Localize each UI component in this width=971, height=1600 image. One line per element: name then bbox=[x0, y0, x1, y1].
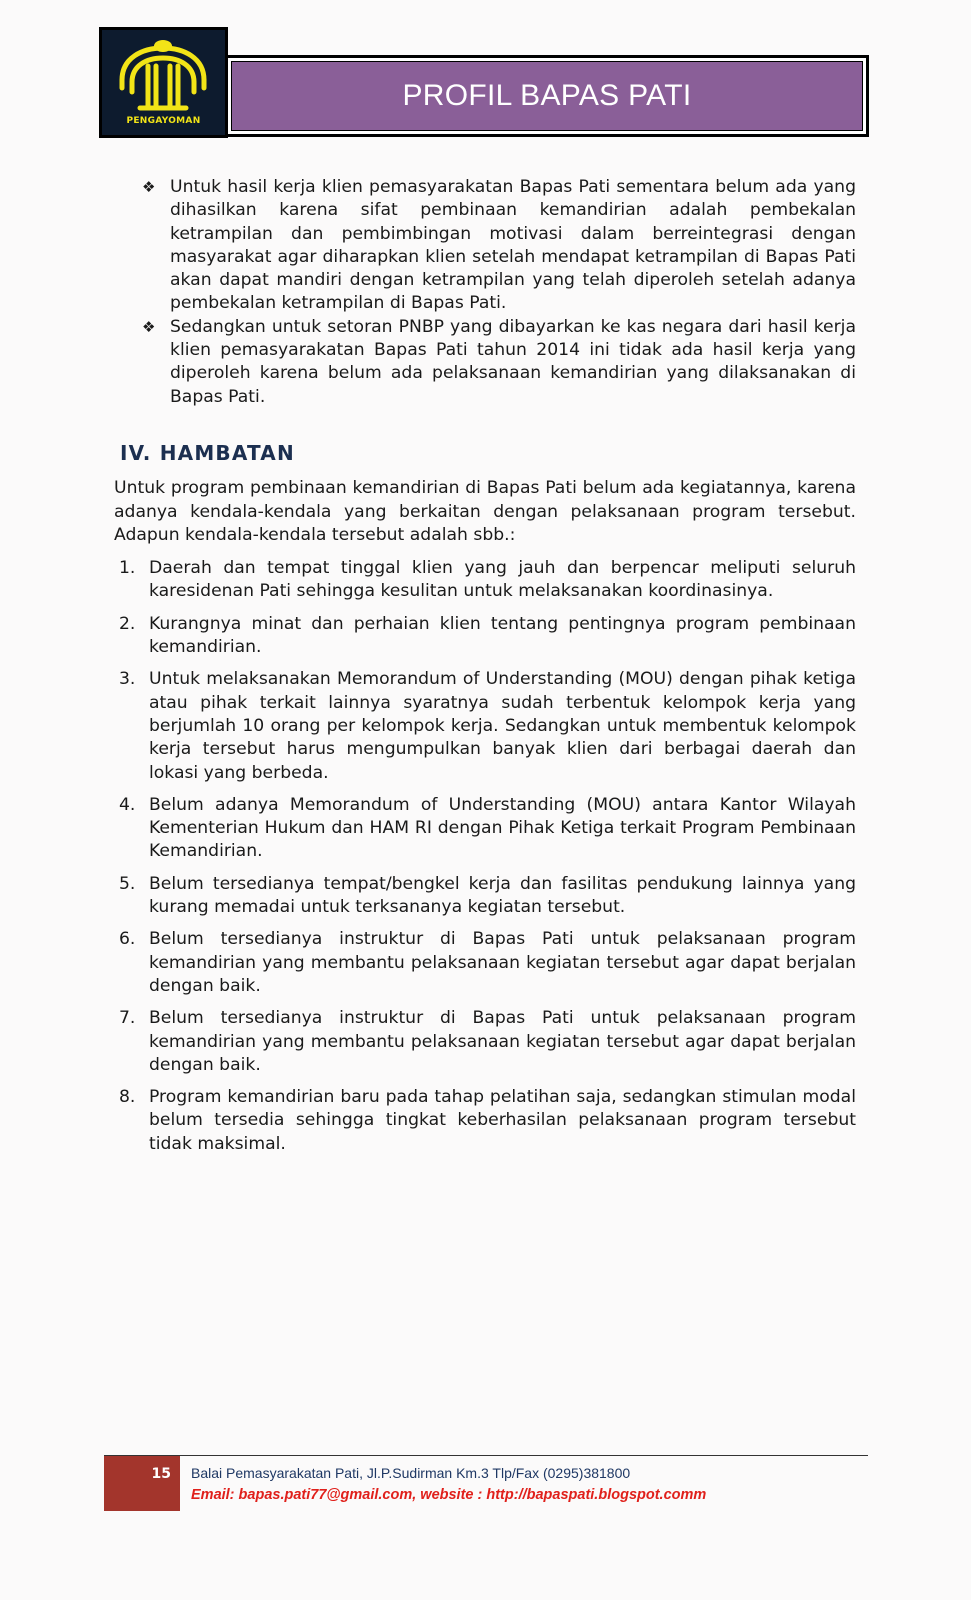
item-number: 6. bbox=[119, 929, 136, 950]
page-title: PROFIL BAPAS PATI bbox=[402, 79, 692, 112]
list-item bbox=[114, 668, 856, 784]
item-number: 2. bbox=[119, 613, 136, 634]
item-number: 1. bbox=[119, 558, 136, 579]
item-text: Daerah dan tempat tinggal klien yang jauh dan berpencar meliputi seluruh karesidenan Pati sehingga kesulitan untuk melaksanakan koordinasinya. bbox=[149, 558, 856, 602]
banyan-tree-emblem-icon bbox=[110, 36, 217, 116]
item-text: Kurangnya minat dan perhaian klien tentang pentingnya program pembinaan kemandirian. bbox=[149, 613, 856, 658]
list-item bbox=[114, 873, 856, 920]
list-item bbox=[114, 1007, 856, 1077]
item-text: Belum tersedianya tempat/bengkel kerja dan fasilitas pendukung lainnya yang kurang memadai untuk terksananya kegiatan tersebut. bbox=[149, 873, 856, 918]
bullet-item bbox=[114, 316, 856, 409]
list-item bbox=[114, 1086, 856, 1156]
list-item bbox=[114, 794, 856, 864]
bullet-list bbox=[114, 176, 856, 409]
bullet-text: Sedangkan untuk setoran PNBP yang dibayarkan ke kas negara dari hasil kerja klien pemasyarakatan Bapas Pati tahun 2014 ini tidak ada hasil kerja yang diperoleh karena belum ada pelaksanaan kemandirian yang dilaksanakan di Bapas Pati. bbox=[170, 316, 856, 407]
page-number: 15 bbox=[104, 1456, 180, 1511]
diamond-bullet-icon: ❖ bbox=[142, 178, 156, 196]
item-number: 7. bbox=[119, 1008, 136, 1029]
document-body bbox=[114, 176, 856, 1165]
footer-address: Balai Pemasyarakatan Pati, Jl.P.Sudirman Km.3 Tlp/Fax (0295)381800 bbox=[191, 1465, 631, 1481]
item-number: 8. bbox=[119, 1087, 136, 1108]
diamond-bullet-icon: ❖ bbox=[142, 317, 156, 336]
item-text: Belum adanya Memorandum of Understanding (MOU) antara Kantor Wilayah Kementerian Hukum dan HAM RI dengan Pihak Ketiga terkait Program Pembinaan Kemandirian. bbox=[149, 794, 856, 862]
list-item bbox=[114, 928, 856, 998]
item-number: 5. bbox=[119, 873, 136, 894]
item-text: Belum tersedianya instruktur di Bapas Pati untuk pelaksanaan program kemandirian yang membantu pelaksanaan kegiatan tersebut agar dapat berjalan dengan baik. bbox=[149, 1008, 856, 1075]
item-text: Program kemandirian baru pada tahap pelatihan saja, sedangkan stimulan modal belum tersedia sehingga tingkat keberhasilan pelaksanaan program tersebut tidak maksimal. bbox=[149, 1087, 856, 1154]
header-title-bar bbox=[231, 61, 863, 131]
item-text: Untuk melaksanakan Memorandum of Understanding (MOU) dengan pihak ketiga atau pihak terkait lainnya syaratnya sudah terbentuk kelompok kerja yang berjumlah 10 orang per kelompok kerja. Sedangkan untuk membentuk kelompok kerja tersebut harus mengumpulkan banyak klien dari berbagai daerah dan lokasi yang berbeda. bbox=[149, 669, 856, 783]
pengayoman-logo bbox=[99, 27, 228, 138]
bullet-item bbox=[114, 176, 856, 316]
item-number: 3. bbox=[119, 669, 136, 690]
obstacle-list bbox=[114, 557, 856, 1156]
bullet-text: Untuk hasil kerja klien pemasyarakatan Bapas Pati sementara belum ada yang dihasilkan karena sifat pembinaan kemandirian adalah pembekalan ketrampilan dan pembimbingan motivasi dalam berreintegrasi dengan masyarakat agar diharapkan klien setelah mendapat ketrampilan di Bapas Pati akan dapat mandiri dengan ketrampilan yang telah diperoleh setelah adanya pembekalan ketrampilan di Bapas Pati. bbox=[170, 177, 856, 314]
footer-divider bbox=[104, 1455, 868, 1456]
section-intro: Untuk program pembinaan kemandirian di Bapas Pati belum ada kegiatannya, karena adanya kendala-kendala yang berkaitan dengan pelaksanaan program tersebut. Adapun kendala-kendala tersebut adalah sbb.: bbox=[114, 478, 856, 545]
section-heading: IV. HAMBATAN bbox=[120, 440, 295, 465]
header-title-frame bbox=[225, 55, 869, 137]
logo-caption: PENGAYOMAN bbox=[126, 116, 201, 126]
item-number: 4. bbox=[119, 794, 136, 815]
list-item bbox=[114, 557, 856, 604]
item-text: Belum tersedianya instruktur di Bapas Pati untuk pelaksanaan program kemandirian yang membantu pelaksanaan kegiatan tersebut agar dapat berjalan dengan baik. bbox=[149, 929, 856, 996]
footer-contact: Email: bapas.pati77@gmail.com, website : http://bapaspati.blogspot.comm bbox=[191, 1487, 707, 1503]
list-item bbox=[114, 613, 856, 660]
